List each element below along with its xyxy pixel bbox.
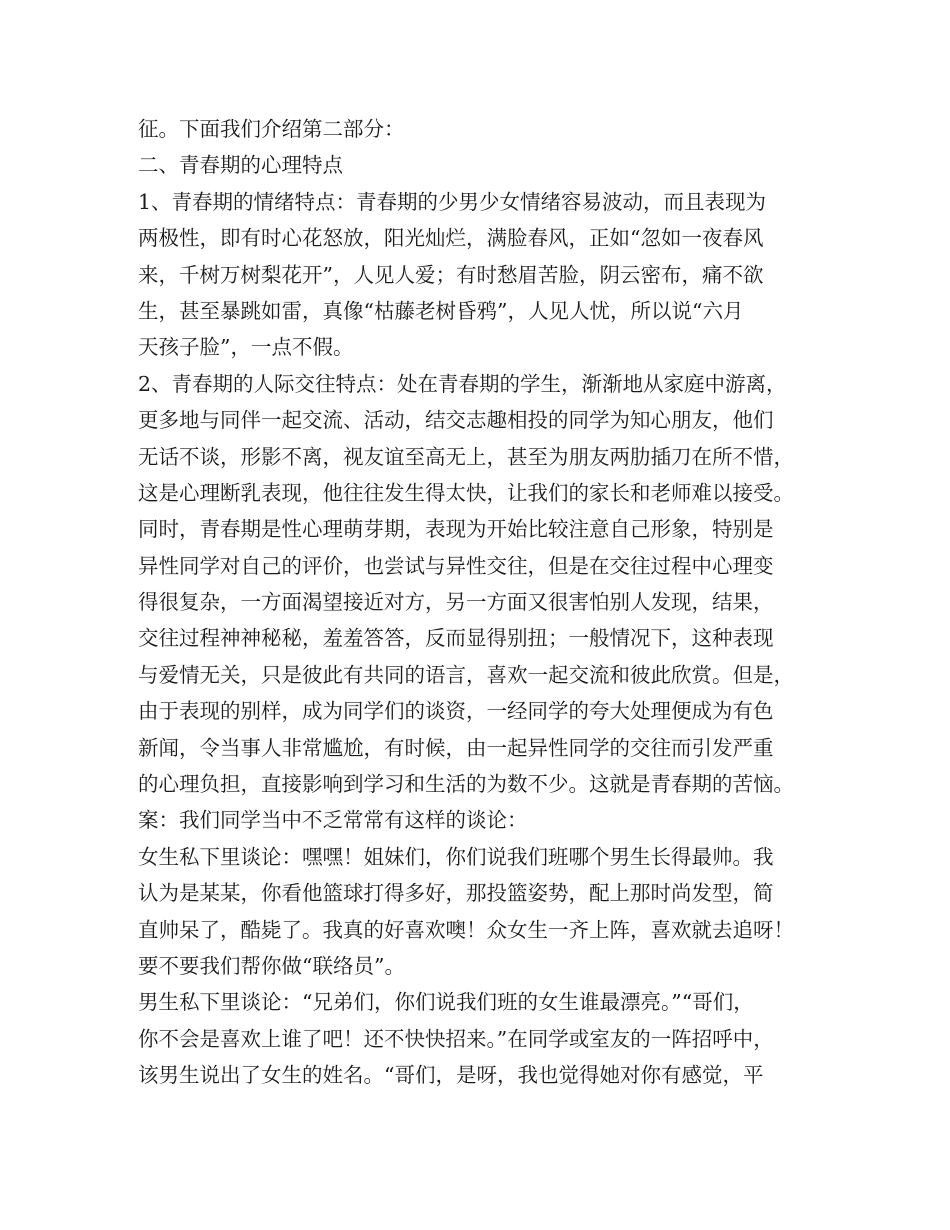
text-line: 异性同学对自己的评价，也尝试与异性交往，但是在交往过程中心理变 [138,553,774,578]
text-line: 与爱情无关，只是彼此有共同的语言，喜欢一起交流和彼此欣赏。但是， [138,662,794,687]
text-line: 认为是某某，你看他篮球打得多好，那投篮姿势，配上那时尚发型，简 [138,881,774,906]
text-line: 来，千树万树梨花开”，人见人爱；有时愁眉苦脸，阴云密布，痛不欲 [138,262,764,287]
text-line: 你不会是喜欢上谁了吧！还不快快招来。”在同学或室友的一阵招呼中， [138,1026,774,1051]
text-line: 要不要我们帮你做“联络员”。 [138,953,405,978]
text-line: 两极性，即有时心花怒放，阳光灿烂，满脸春风，正如“忽如一夜春风 [138,226,764,251]
text-line: 天孩子脸”，一点不假。 [138,335,354,360]
section-heading: 二、青春期的心理特点 [138,153,343,178]
text-line: 男生私下里谈论：“兄弟们，你们说我们班的女生谁最漂亮。”“哥们， [138,990,754,1015]
text-line: 同时，青春期是性心理萌芽期，表现为开始比较注意自己形象，特别是 [138,517,774,542]
document-body-text [138,111,838,1094]
text-line: 生，甚至暴跳如雷，真像“枯藤老树昏鸦”，人见人忧，所以说“六月 [138,298,744,323]
text-line: 女生私下里谈论：嘿嘿！姐妹们，你们说我们班哪个男生长得最帅。我 [138,844,774,869]
text-line: 该男生说出了女生的姓名。“哥们，是呀，我也觉得她对你有感觉，平 [138,1063,764,1088]
text-line: 无话不谈，形影不离，视友谊至高无上，甚至为朋友两肋插刀在所不惜， [138,444,794,469]
text-line: 更多地与同伴一起交流、活动，结交志趣相投的同学为知心朋友，他们 [138,408,774,433]
text-line: 2、青春期的人际交往特点：处在青春期的学生，渐渐地从家庭中游离， [138,371,787,396]
text-line: 这是心理断乳表现，他往往发生得太快，让我们的家长和老师难以接受。 [138,480,794,505]
text-line: 由于表现的别样，成为同学们的谈资，一经同学的夸大处理便成为有色 [138,699,774,724]
text-line: 新闻，令当事人非常尴尬，有时候，由一起异性同学的交往而引发严重 [138,735,774,760]
text-line: 得很复杂，一方面渴望接近对方，另一方面又很害怕别人发现，结果， [138,590,774,615]
text-line: 案：我们同学当中不乏常常有这样的谈论： [138,808,528,833]
text-line: 征。下面我们介绍第二部分： [138,117,405,141]
text-line: 的心理负担，直接影响到学习和生活的为数不少。这就是青春期的苦恼。 [138,772,794,797]
text-line: 直帅呆了，酷毙了。我真的好喜欢噢！众女生一齐上阵，喜欢就去追呀！ [138,917,794,942]
text-line: 1、青春期的情绪特点：青春期的少男少女情绪容易波动，而且表现为 [138,189,767,214]
text-line: 交往过程神神秘秘，羞羞答答，反而显得别扭；一般情况下，这种表现 [138,626,774,651]
